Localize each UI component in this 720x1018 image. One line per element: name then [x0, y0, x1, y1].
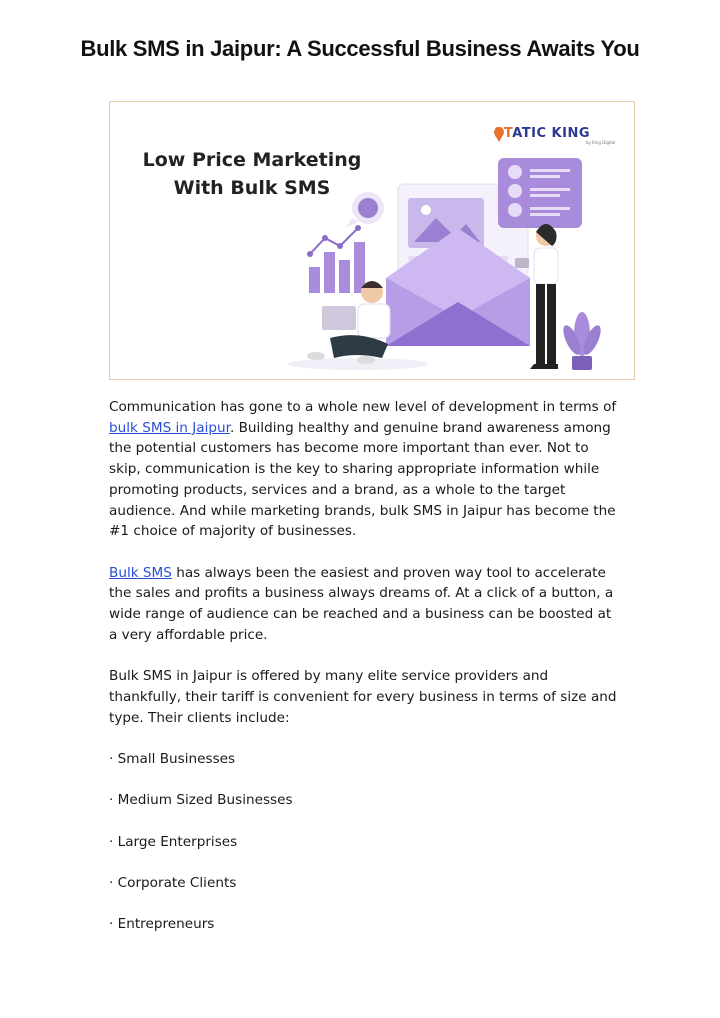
- paragraph-intro-text-b: . Building healthy and genuine brand awareness among the potential customers has become more important than ever. Not to skip, communication is the key to sharing appropriate information while promoting products, services and a brand, as a whole to the target audience. And while marketing brands, bulk SMS in Jaipur has become the #1 choice of majority of businesses.: [109, 419, 616, 540]
- paragraph-benefits-text: has always been the easiest and proven way tool to accelerate the sales and profits a business always dreams of. At a click of a button, a wide range of audience can be reached and a business can be boosted at a very affordable price.: [109, 564, 614, 643]
- brand-logo-part2: ATIC KING: [512, 126, 591, 141]
- article-body: [109, 397, 619, 956]
- bulk-sms-jaipur-link[interactable]: bulk SMS in Jaipur: [109, 419, 230, 436]
- page-title: Bulk SMS in Jaipur: A Successful Business Awaits You: [80, 36, 640, 61]
- banner-heading-line1: Low Price Marketing: [142, 149, 362, 171]
- banner-heading-line2: With Bulk SMS: [173, 177, 331, 199]
- paragraph-intro: [109, 397, 619, 542]
- brand-subtitle: by King Digital: [586, 140, 616, 145]
- brand-logo: [494, 126, 590, 141]
- banner-artwork: [110, 102, 635, 380]
- banner-illustration: [109, 101, 635, 380]
- brand-logo-part1: ST: [494, 126, 513, 141]
- list-item: · Medium Sized Businesses: [109, 792, 293, 809]
- bulk-sms-link[interactable]: Bulk SMS: [109, 564, 172, 581]
- paragraph-benefits: [109, 563, 619, 646]
- list-item: · Entrepreneurs: [109, 916, 215, 933]
- list-item: · Small Businesses: [109, 750, 236, 767]
- paragraph-intro-text-a: Communication has gone to a whole new level of development in terms of: [109, 399, 617, 415]
- paragraph-providers: Bulk SMS in Jaipur is offered by many elite service providers and thankfully, their tariff is convenient for every business in terms of size and type. Their clients include:: [109, 668, 617, 726]
- clients-list: [109, 749, 619, 935]
- banner-heading: [132, 146, 372, 202]
- list-item: · Corporate Clients: [109, 875, 237, 892]
- list-item: · Large Enterprises: [109, 833, 238, 850]
